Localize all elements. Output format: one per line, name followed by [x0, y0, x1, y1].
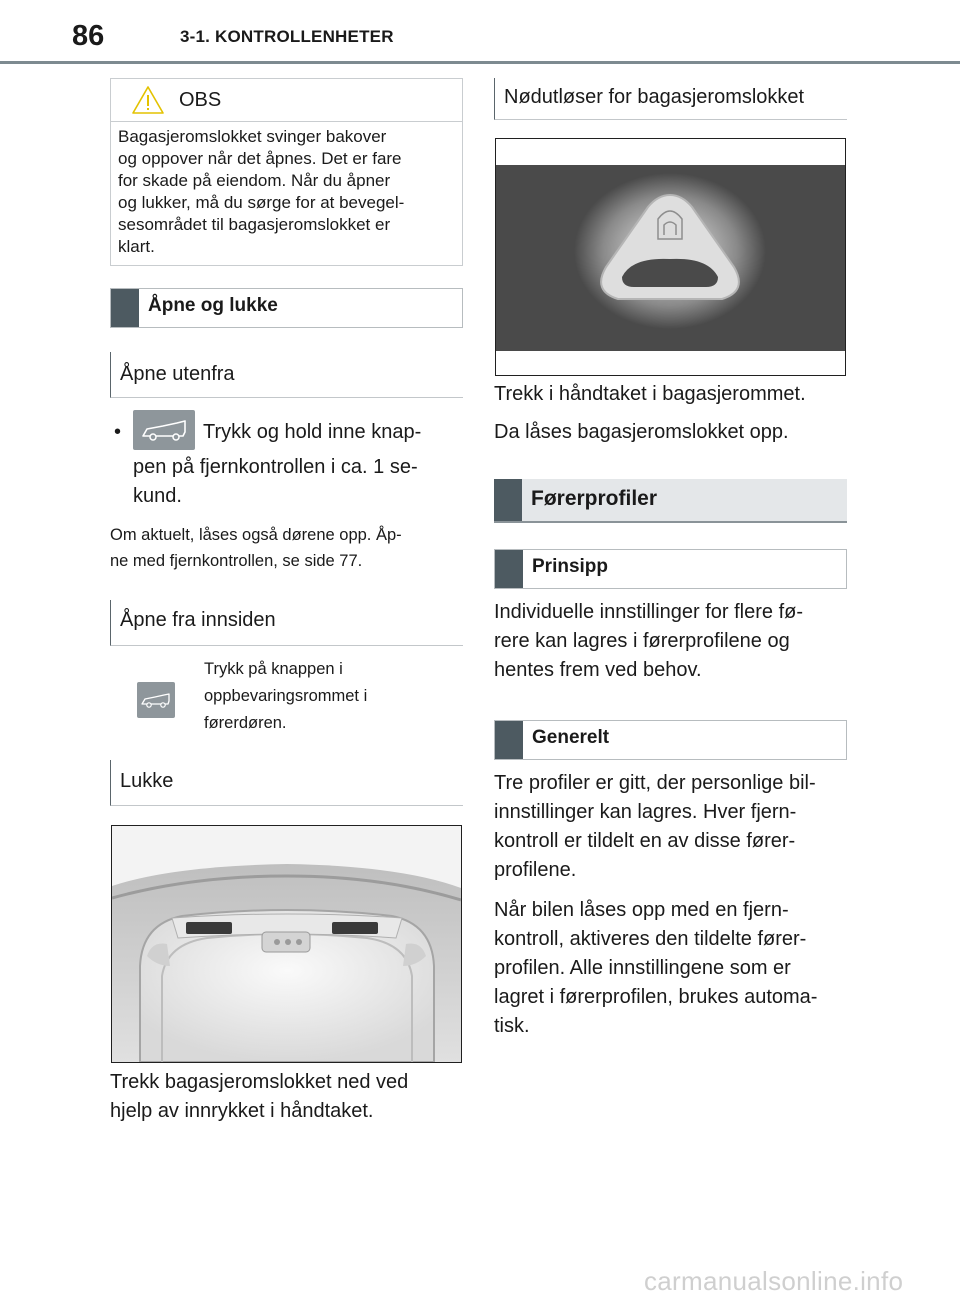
emergency-text-line: Trekk i håndtaket i bagasjerommet. — [494, 383, 806, 405]
warning-line: og oppover når det åpnes. Det er fare — [118, 149, 402, 168]
warning-header — [111, 79, 462, 122]
inside-text-line: førerdøren. — [204, 714, 287, 732]
bullet-marker: • — [114, 421, 122, 443]
general-text-line: Tre profiler er gitt, der personlige bil- — [494, 772, 816, 794]
warning-triangle-icon — [131, 85, 165, 115]
section-heading-label: Åpne og lukke — [148, 295, 278, 316]
watermark-link[interactable]: carmanualsonline.info — [644, 1266, 904, 1296]
heading-tab — [495, 550, 523, 588]
general-text-line: profilene. — [494, 859, 577, 881]
subsection-heading-general — [494, 720, 847, 760]
close-text-line: hjelp av innrykket i håndtaket. — [110, 1100, 374, 1122]
subheading-label: Åpne utenfra — [120, 363, 235, 385]
general-text-line: lagret i førerprofilen, brukes automa- — [494, 986, 818, 1008]
principle-text-line: rere kan lagres i førerprofilene og — [494, 630, 790, 652]
subheading-open-inside — [110, 600, 463, 646]
inside-text-line: Trykk på knappen i — [204, 660, 343, 678]
tailgate-drawing — [112, 826, 461, 1062]
tailgate-interior-illustration — [111, 825, 462, 1063]
general-text-line: kontroll, aktiveres den tildelte fører- — [494, 928, 807, 950]
section-heading-driver-profiles — [494, 479, 847, 523]
note-line: Om aktuelt, låses også dørene opp. Åp- — [110, 526, 402, 544]
principle-text-line: hentes frem ved behov. — [494, 659, 702, 681]
section-heading-label: Førerprofiler — [531, 487, 658, 510]
subheading-label: Lukke — [120, 770, 174, 792]
warning-box — [110, 78, 463, 266]
heading-tab — [494, 479, 522, 521]
subsection-heading-principle — [494, 549, 847, 589]
general-text-line: innstillinger kan lagres. Hver fjern- — [494, 801, 797, 823]
principle-text-line: Individuelle innstillinger for flere fø- — [494, 601, 804, 623]
bullet-text-line: Trykk og hold inne knap- — [203, 421, 422, 443]
interior-tailgate-button-icon — [137, 682, 175, 718]
warning-title: OBS — [179, 89, 222, 111]
car-tailgate-icon — [133, 410, 195, 450]
heading-tab — [495, 721, 523, 759]
heading-tab — [111, 289, 139, 327]
bullet-text-line: pen på fjernkontrollen i ca. 1 se- — [133, 456, 418, 478]
warning-line: sesområdet til bagasjeromslokket er — [118, 215, 391, 234]
tailgate-key-icon — [133, 410, 195, 450]
general-text-line: tisk. — [494, 1015, 530, 1037]
page-number: 86 — [72, 20, 105, 52]
general-text-line: Når bilen låses opp med en fjern- — [494, 899, 789, 921]
general-text-line: profilen. Alle innstillingene som er — [494, 957, 791, 979]
emergency-release-illustration — [495, 138, 846, 376]
inside-text-line: oppbevaringsrommet i — [204, 687, 368, 705]
car-tailgate-icon — [137, 682, 175, 718]
subsection-heading-label: Generelt — [532, 727, 610, 748]
subheading-open-outside — [110, 352, 463, 398]
subheading-emergency-release — [494, 78, 847, 120]
emergency-handle-drawing — [496, 139, 845, 375]
warning-line: og lukker, må du sørge for at bevegel- — [118, 193, 405, 212]
warning-line: for skade på eiendom. Når du åpner — [118, 171, 391, 190]
warning-text — [111, 122, 462, 258]
note-line: ne med fjernkontrollen, se side 77. — [110, 552, 363, 570]
subheading-label: Åpne fra innsiden — [120, 609, 276, 631]
header-rule — [0, 61, 960, 64]
warning-line: klart. — [118, 237, 155, 256]
subsection-heading-label: Prinsipp — [532, 556, 609, 577]
subheading-close — [110, 760, 463, 806]
emergency-text-line: Da låses bagasjeromslokket opp. — [494, 421, 789, 443]
chapter-title: 3-1. KONTROLLENHETER — [180, 27, 394, 46]
section-heading-open-close — [110, 288, 463, 328]
bullet-text-line: kund. — [133, 485, 182, 507]
subheading-label: Nødutløser for bagasjeromslokket — [504, 86, 805, 108]
close-text-line: Trekk bagasjeromslokket ned ved — [110, 1071, 409, 1093]
warning-line: Bagasjeromslokket svinger bakover — [118, 127, 387, 146]
general-text-line: kontroll er tildelt en av disse fører- — [494, 830, 796, 852]
